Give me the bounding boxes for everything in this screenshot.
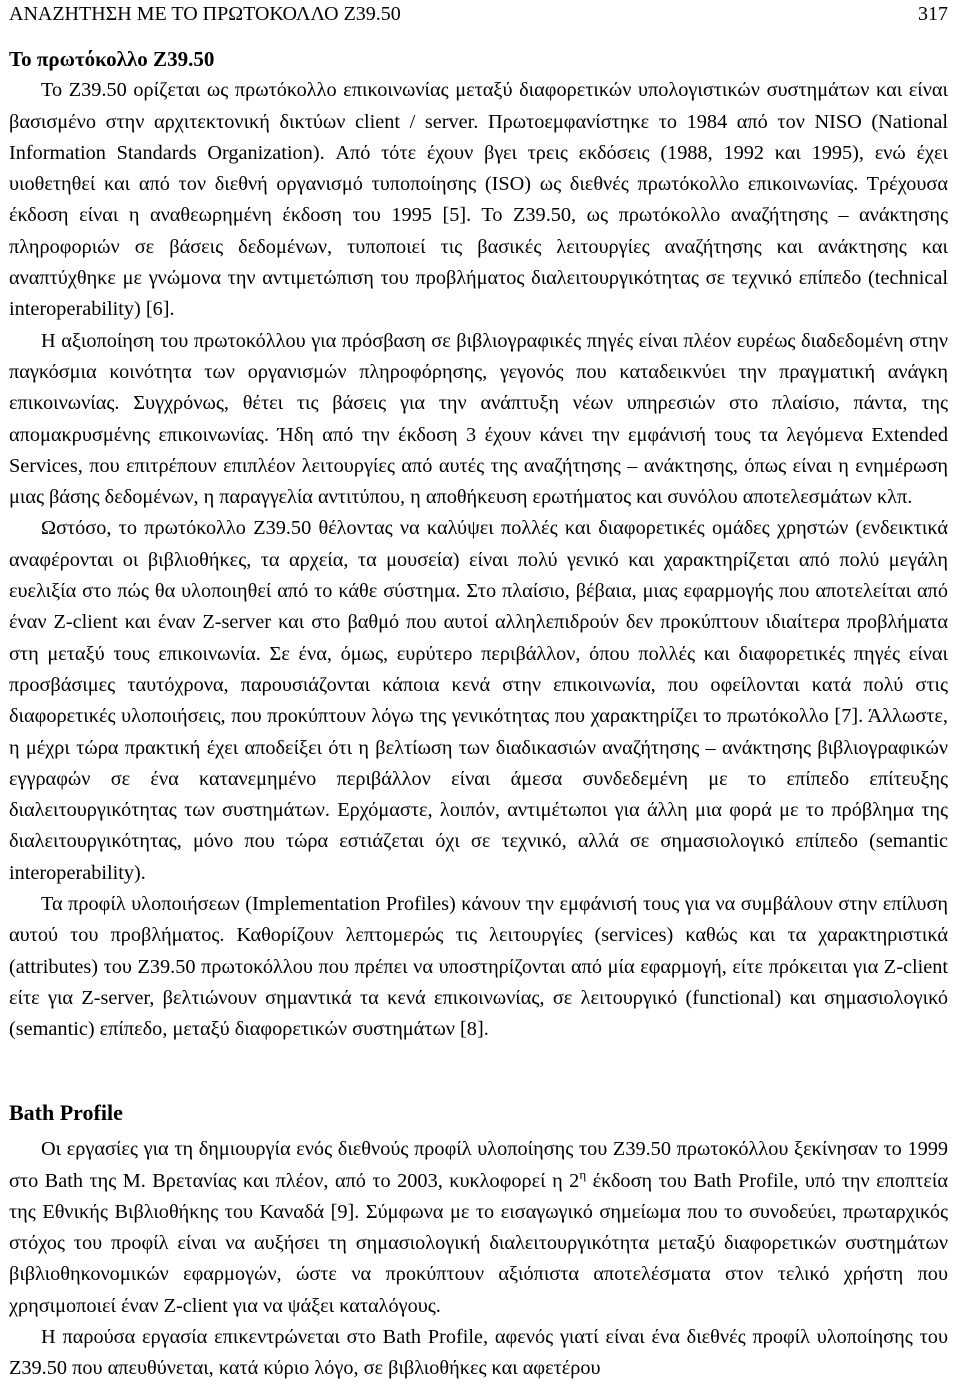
paragraph: Η αξιοποίηση του πρωτοκόλλου για πρόσβαση σε βιβλιογραφικές πηγές είναι πλέον ευρέως διαδεδομένη στην παγκόσμια κοινότητα των οργανισμών πληροφόρησης, γεγονός που καταδεικνύει την πραγματική ανάγκη επικοινωνίας. Συγχρόνως, θέτει τις βάσεις για την ανάπτυξη νέων υπηρεσιών στο πλαίσιο, πάντα, της απομακρυσμένης επικοινωνίας. Ήδη από την έκδοση 3 έχουν κάνει την εμφάνισή τους τα λεγόμενα Extended Services, που επιτρέπουν επιπλέον λειτουργίες από αυτές της αναζήτησης – ανάκτησης, όπως είναι η ενημέρωση μιας βάσης δεδομένων, η παραγγελία αντιτύπου, η αποθήκευση ερωτήματος και συνόλου αποτελεσμάτων κλπ. — [9, 329, 948, 509]
paragraph: Τα προφίλ υλοποιήσεων (Implementation Profiles) κάνουν την εμφάνισή τους για να συμβάλουν στην επίλυση αυτού του προβλήματος. Καθορίζουν λεπτομερώς τις λειτουργίες (services) καθώς και τα χαρακτηριστικά (attributes) του Z39.50 πρωτοκόλλου που πρέπει να υποστηρίζονται από μία εφαρμογή, είτε πρόκειται για Z-client είτε για Z-server, βελτιώνουν σημαντικά τα κενά επικοινωνίας, σε λειτουργικό (functional) και σημασιολογικό (semantic) επίπεδο, μεταξύ διαφορετικών συστημάτων [8]. — [9, 893, 948, 1041]
section-heading: Το πρωτόκολλο Z39.50 — [9, 47, 215, 71]
section-z3950-protocol — [9, 44, 948, 1046]
superscript: η — [579, 1166, 587, 1182]
running-header — [9, 2, 948, 26]
page-number: 317 — [918, 3, 948, 25]
section-heading: Bath Profile — [9, 1100, 123, 1125]
paragraph: Ωστόσο, το πρωτόκολλο Z39.50 θέλοντας να καλύψει πολλές και διαφορετικές ομάδες χρηστών (ενδεικτικά αναφέρονται οι βιβλιοθήκες, τα αρχεία, τα μουσεία) είναι πολύ γενικό και χαρακτηρίζεται από πολύ μεγάλη ευελιξία στο πώς θα υλοποιηθεί από το κάθε σύστημα. Στο πλαίσιο, βέβαια, μιας εφαρμογής που αποτελείται από έναν Z-client και έναν Z-server και στο βαθμό που αυτοί αλληλεπιδρούν δεν προκύπτουν ιδιαίτερα προβλήματα στη μεταξύ τους επικοινωνία. Σε ένα, όμως, ευρύτερο περιβάλλον, όπου πολλές και διαφορετικές πηγές είναι προσβάσιμες ταυτόχρονα, παρουσιάζονται κάποια κενά στην επικοινωνία, που οφείλονται κατά πολύ στις διαφορετικές υλοποιήσεις, που προκύπτουν λόγω της γενικότητας που χαρακτηρίζει το πρωτόκολλο [7]. Άλλωστε, η μέχρι τώρα πρακτική έχει αποδείξει ότι η βελτίωση των διαδικασιών αναζήτησης – ανάκτησης βιβλιογραφικών εγγραφών σε ένα κατανεμημένο περιβάλλον είναι άμεσα συνδεδεμένη με το επίπεδο επίτευξης διαλειτουργικότητας των συστημάτων. Ερχόμαστε, λοιπόν, αντιμέτωποι για άλλη μια φορά με το πρόβλημα της διαλειτουργικότητας, μόνο που τώρα εστιάζεται όχι σε τεχνικό, αλλά σε σημασιολογικό επίπεδο (semantic interoperability). — [9, 517, 948, 884]
paragraph: Το Z39.50 ορίζεται ως πρωτόκολλο επικοινωνίας μεταξύ διαφορετικών υπολογιστικών συστημάτων και είναι βασισμένο στην αρχιτεκτονική δικτύων client / server. Πρωτοεμφανίστηκε το 1984 από τον NISO (National Information Standards Organization). Από τότε έχουν βγει τρεις εκδόσεις (1988, 1992 και 1995), ενώ έχει υιοθετηθεί και από τον διεθνή οργανισμό τυποποίησης (ISO) ως διεθνές πρωτόκολλο επικοινωνίας. Τρέχουσα έκδοση είναι η αναθεωρημένη έκδοση του 1995 [5]. Το Z39.50, ως πρωτόκολλο αναζήτησης – ανάκτησης πληροφοριών σε βάσεις δεδομένων, τυποποιεί τις βασικές λειτουργίες αναζήτησης και ανάκτησης και αναπτύχθηκε με γνώμονα την αντιμετώπιση του προβλήματος διαλειτουργικότητας σε τεχνικό επίπεδο (technical interoperability) [6]. — [9, 79, 948, 321]
paragraph — [9, 1134, 948, 1322]
running-title: ΑΝΑΖΗΤΗΣΗ ΜΕ ΤΟ ΠΡΩΤΟΚΟΛΛΟ Z39.50 — [9, 3, 401, 25]
paragraph-text: έκδοση του Bath Profile, υπό την εποπτεία της Εθνικής Βιβλιοθήκης του Καναδά [9]. Σύμφωνα με το εισαγωγικό σημείωμα που το συνοδεύει, πρωταρχικός στόχος του προφίλ είναι να αυξήσει τη σημασιολογική διαλειτουργικότητα μεταξύ διαφορετικών συστημάτων βιβλιοθηκονομικών εφαρμογών, ώστε να προκύπτουν αξιόπιστα αποτελέσματα στον τελικό χρήστη που χρησιμοποιεί έναν Z-client για να ψάξει καταλόγους. — [9, 1169, 948, 1317]
paragraph-text: Οι εργασίες για τη δημιουργία ενός διεθνούς προφίλ υλοποίησης του Z39.50 πρωτοκόλλου ξεκίνησαν το 1999 στο Bath της Μ. Βρετανίας και πλέον, από το 2003, κυκλοφορεί η 2 — [9, 1138, 948, 1192]
section-bath-profile — [9, 1097, 948, 1385]
paragraph: Η παρούσα εργασία επικεντρώνεται στο Bath Profile, αφενός γιατί είναι ένα διεθνές προφίλ υλοποίησης του Z39.50 που απευθύνεται, κατά κύριο λόγο, σε βιβλιοθήκες και αφετέρου — [9, 1326, 948, 1380]
